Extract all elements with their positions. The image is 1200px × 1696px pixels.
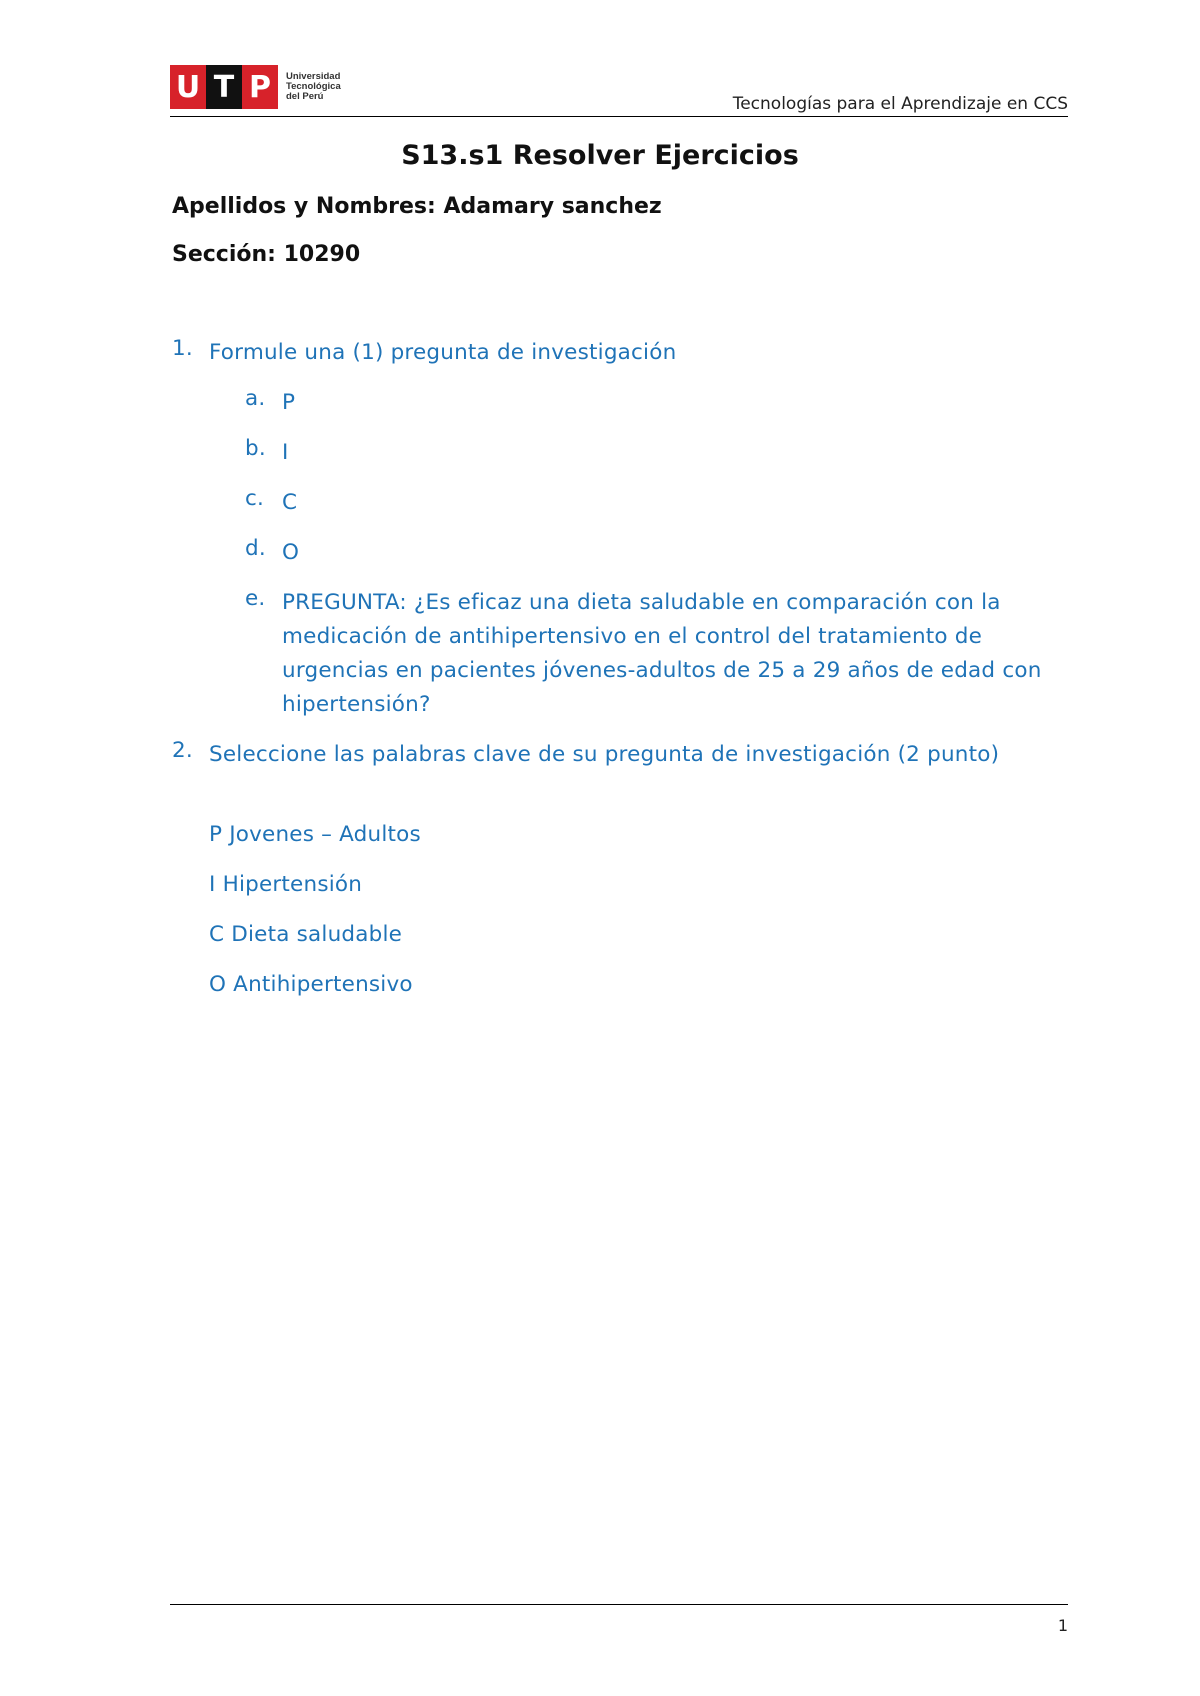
logo-letters <box>170 65 278 109</box>
list-item <box>245 586 1065 722</box>
logo-text-line: Universidad <box>286 71 341 82</box>
list-item-text: P <box>282 390 296 415</box>
list-item-letter: d. <box>245 536 266 561</box>
list-item-text: C <box>282 490 298 515</box>
research-question-text: PREGUNTA: ¿Es eficaz una dieta saludable en comparación con la medicación de antihipertensivo en el control del tratamiento de urgencias en pacientes jóvenes-adultos de 25 a 29 años de edad con hipertensión? <box>282 590 1042 717</box>
student-section: Sección: 10290 <box>172 242 361 267</box>
list-item-letter: c. <box>245 486 265 511</box>
keyword-item: O Antihipertensivo <box>209 972 413 997</box>
list-item <box>245 486 1065 520</box>
list-item-letter: a. <box>245 386 266 411</box>
list-item-letter: e. <box>245 586 266 611</box>
question-2 <box>172 738 1072 772</box>
page-number: 1 <box>1057 1616 1068 1635</box>
logo-wordmark <box>286 72 341 102</box>
question-1 <box>172 336 1072 370</box>
list-item-text: O <box>282 540 300 565</box>
question-text: Formule una (1) pregunta de investigación <box>209 340 677 365</box>
question-number: 2. <box>172 738 193 763</box>
student-name: Apellidos y Nombres: Adamary sanchez <box>172 194 662 219</box>
list-item-text: I <box>282 440 289 465</box>
logo-letter-t: T <box>206 65 242 109</box>
footer-divider <box>170 1604 1068 1605</box>
list-item <box>245 386 1065 420</box>
list-item <box>245 536 1065 570</box>
question-text: Seleccione las palabras clave de su pregunta de investigación (2 punto) <box>209 742 1000 767</box>
course-name: Tecnologías para el Aprendizaje en CCS <box>732 94 1068 114</box>
page-header <box>170 64 1068 117</box>
keyword-item: C Dieta saludable <box>209 922 403 947</box>
logo-text-line: Tecnológica <box>286 81 341 92</box>
logo-text-line: del Perú <box>286 91 324 102</box>
question-number: 1. <box>172 336 193 361</box>
document-title: S13.s1 Resolver Ejercicios <box>401 140 799 171</box>
logo-letter-u: U <box>170 65 206 109</box>
logo-letter-p: P <box>242 65 278 109</box>
utp-logo <box>170 64 341 110</box>
keyword-item: P Jovenes – Adultos <box>209 822 421 847</box>
keyword-item: I Hipertensión <box>209 872 363 897</box>
list-item <box>245 436 1065 470</box>
list-item-letter: b. <box>245 436 266 461</box>
